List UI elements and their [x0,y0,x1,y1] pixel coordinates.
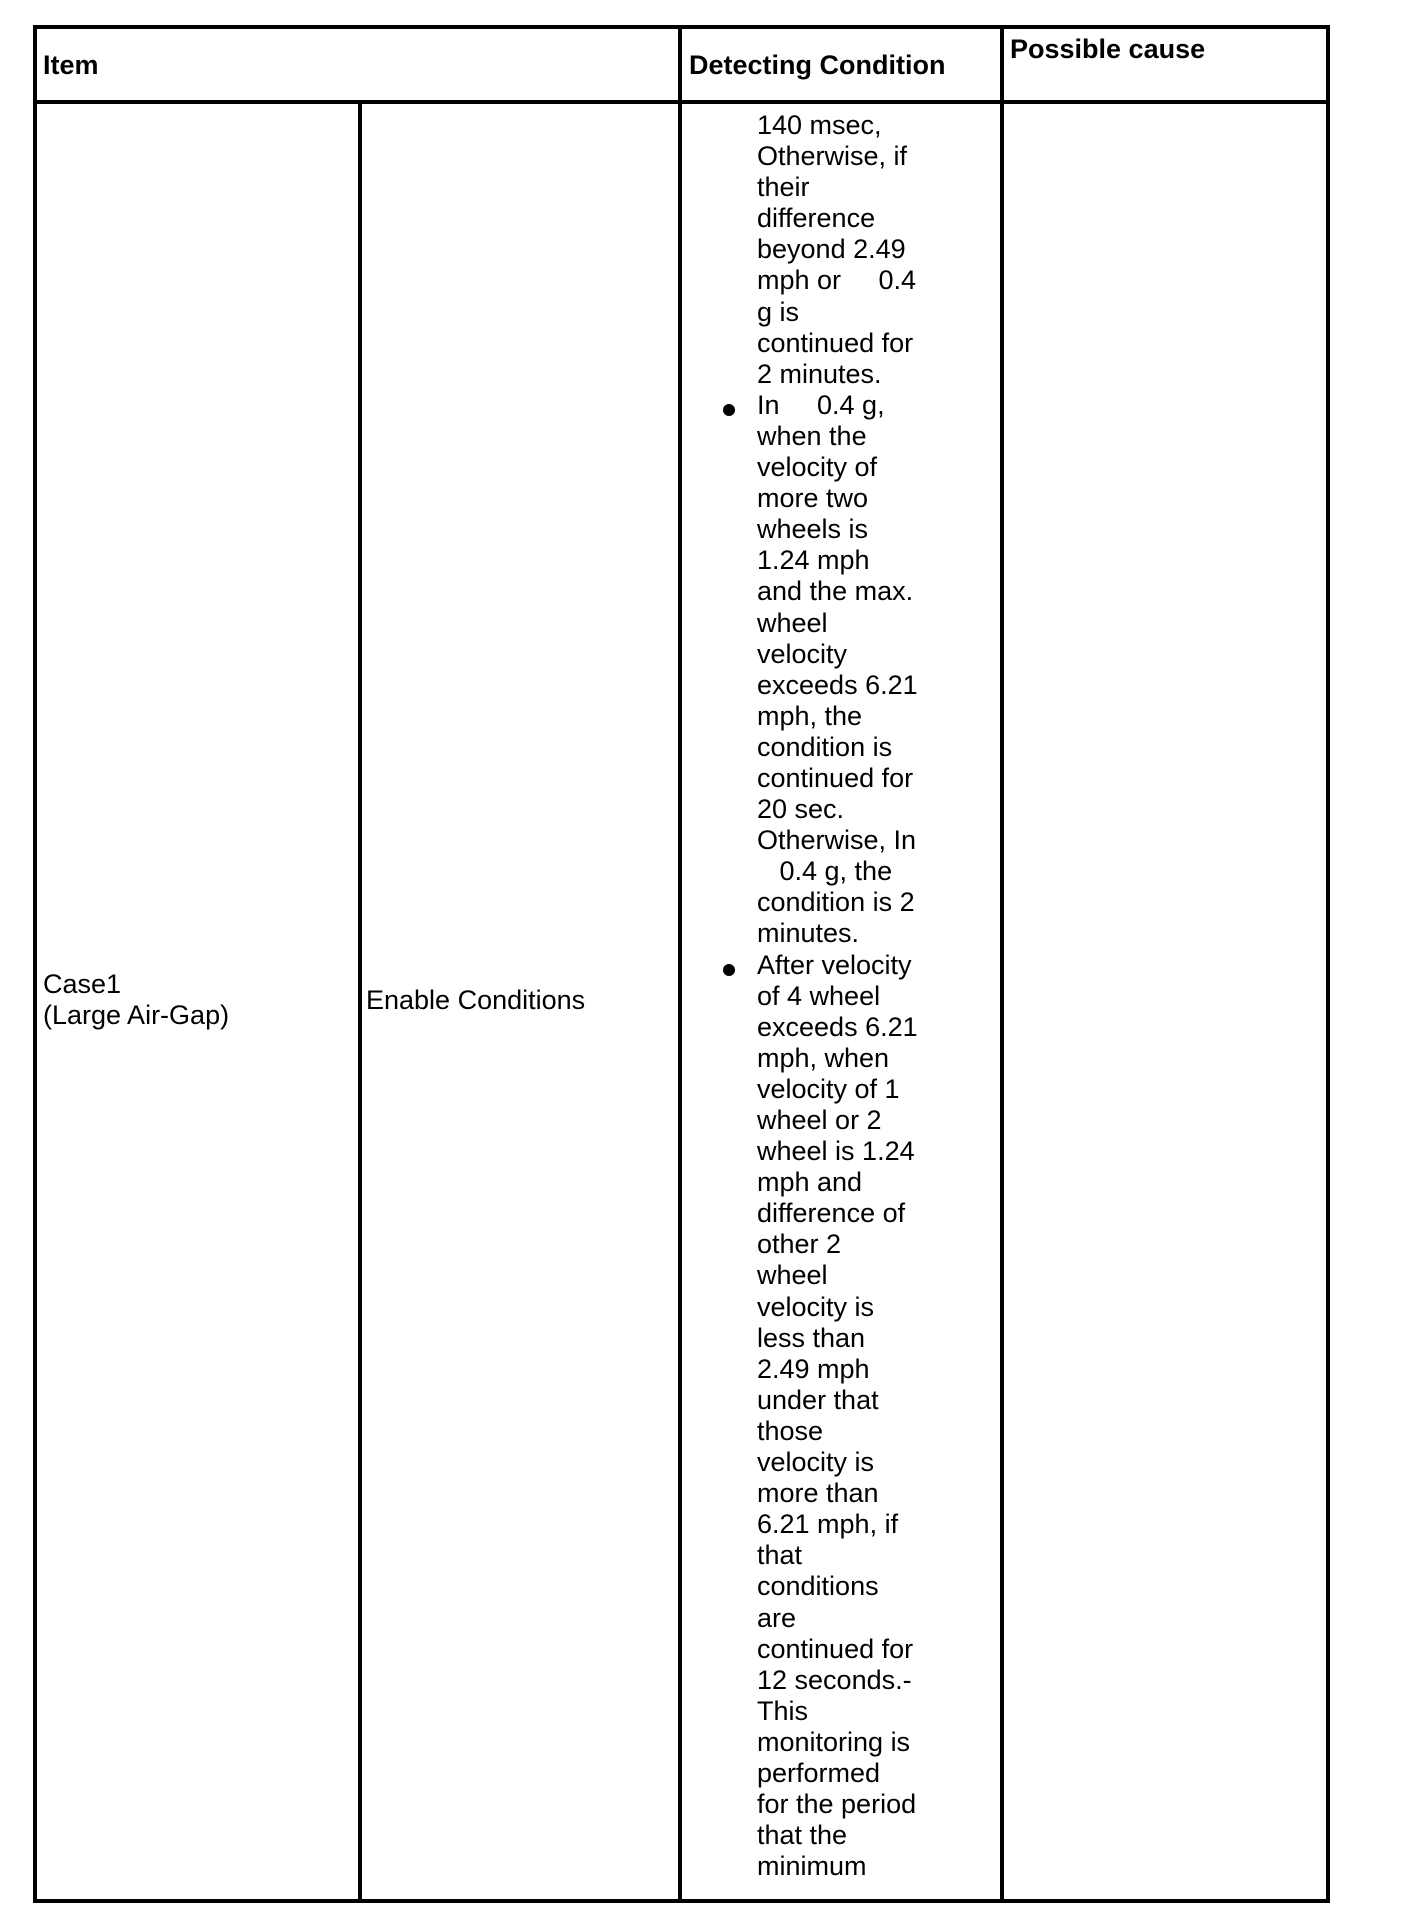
detecting-condition-line: 12 seconds.- [757,1664,912,1695]
detecting-condition-line: In 0.4 g, [757,389,885,420]
table-right-border [1326,25,1330,1903]
detecting-condition-line: mph, when [757,1042,890,1073]
detecting-condition-line: velocity is [757,1447,875,1478]
header-possible-cause: Possible cause [1010,34,1206,64]
detecting-condition-line: 0.4 g, the [757,856,893,887]
bullet-point [723,404,735,416]
detecting-condition-line: under that [757,1384,879,1415]
detecting-condition-line: velocity of 1 [757,1073,900,1104]
detecting-condition-line: minutes. [757,918,860,949]
detecting-condition-line: 2.49 mph [757,1353,870,1384]
detecting-condition-line: and the max. [757,576,914,607]
detecting-condition-line: beyond 2.49 [757,234,906,265]
detecting-condition-line: wheel or 2 [757,1105,882,1135]
detecting-condition-line: 1.24 mph [757,545,870,576]
detecting-condition-line: condition is 2 [757,887,915,918]
detecting-condition-line: exceeds 6.21 [757,669,918,700]
enable-conditions-label: Enable Conditions [366,985,586,1015]
detecting-condition-line: Otherwise, In [757,825,917,856]
detecting-condition-line: difference [757,203,876,234]
detecting-condition-line: 2 minutes. [757,358,882,389]
detecting-condition-line: other 2 [757,1229,842,1260]
detecting-condition-line: continued for [757,762,914,793]
detecting-condition-line: wheels is [757,514,869,545]
detecting-condition-line: more two [757,483,869,514]
bullet-point [723,964,735,976]
header-item: Item [43,50,99,80]
detecting-condition-line: minimum [757,1851,867,1882]
detecting-condition-line: mph or 0.4 [757,265,917,296]
detecting-condition-line: their [757,172,810,203]
detecting-condition-line: 6.21 mph, if [757,1509,899,1540]
detecting-condition-line: of 4 wheel [757,980,881,1011]
column-divider-item-sub [358,100,362,1903]
detecting-condition-line: condition is [757,731,893,762]
detecting-condition-line: performed [757,1757,881,1788]
detecting-condition-line: continued for [757,1633,914,1664]
detecting-condition-line: This [757,1695,809,1726]
table-left-border [33,25,37,1903]
detecting-condition-line: wheel is 1.24 [757,1136,915,1167]
detecting-condition-line: less than [757,1322,866,1353]
detecting-condition-line: After velocity [757,949,912,980]
detecting-condition-line: mph, the [757,700,863,731]
detecting-condition-line: are [757,1602,797,1633]
detecting-condition-line: exceeds 6.21 [757,1011,918,1042]
detecting-condition-line: velocity [757,638,848,669]
case-label [43,969,229,1031]
detecting-condition-line: mph and [757,1167,863,1198]
detecting-condition-line: velocity of [757,452,878,483]
detecting-condition-line: difference of [757,1198,906,1229]
detecting-condition-line: conditions [757,1571,879,1602]
case-name: Case1 [43,969,122,999]
detecting-condition-line: Otherwise, if [757,141,908,172]
detecting-condition-line: 20 sec. [757,794,845,825]
column-divider-detecting [678,25,682,1903]
detecting-condition-line: 140 msec, [757,110,882,140]
detecting-condition-line: those [757,1415,824,1446]
detecting-condition-line: wheel [757,1260,828,1291]
detecting-condition-line: when the [757,420,867,451]
header-detecting-condition: Detecting Condition [689,50,946,80]
detecting-condition-line: monitoring is [757,1726,911,1757]
detecting-condition-line: continued for [757,327,914,358]
detecting-condition-line: that the [757,1820,848,1851]
detecting-condition-line: g is [757,296,800,327]
detecting-condition-line: wheel [757,607,828,638]
detecting-condition-text [757,110,1007,1882]
detecting-condition-line: for the period [757,1789,917,1820]
case-detail: (Large Air-Gap) [43,1000,230,1030]
detecting-condition-line: velocity is [757,1291,875,1322]
detecting-condition-line: that [757,1540,803,1571]
detecting-condition-line: more than [757,1478,879,1509]
